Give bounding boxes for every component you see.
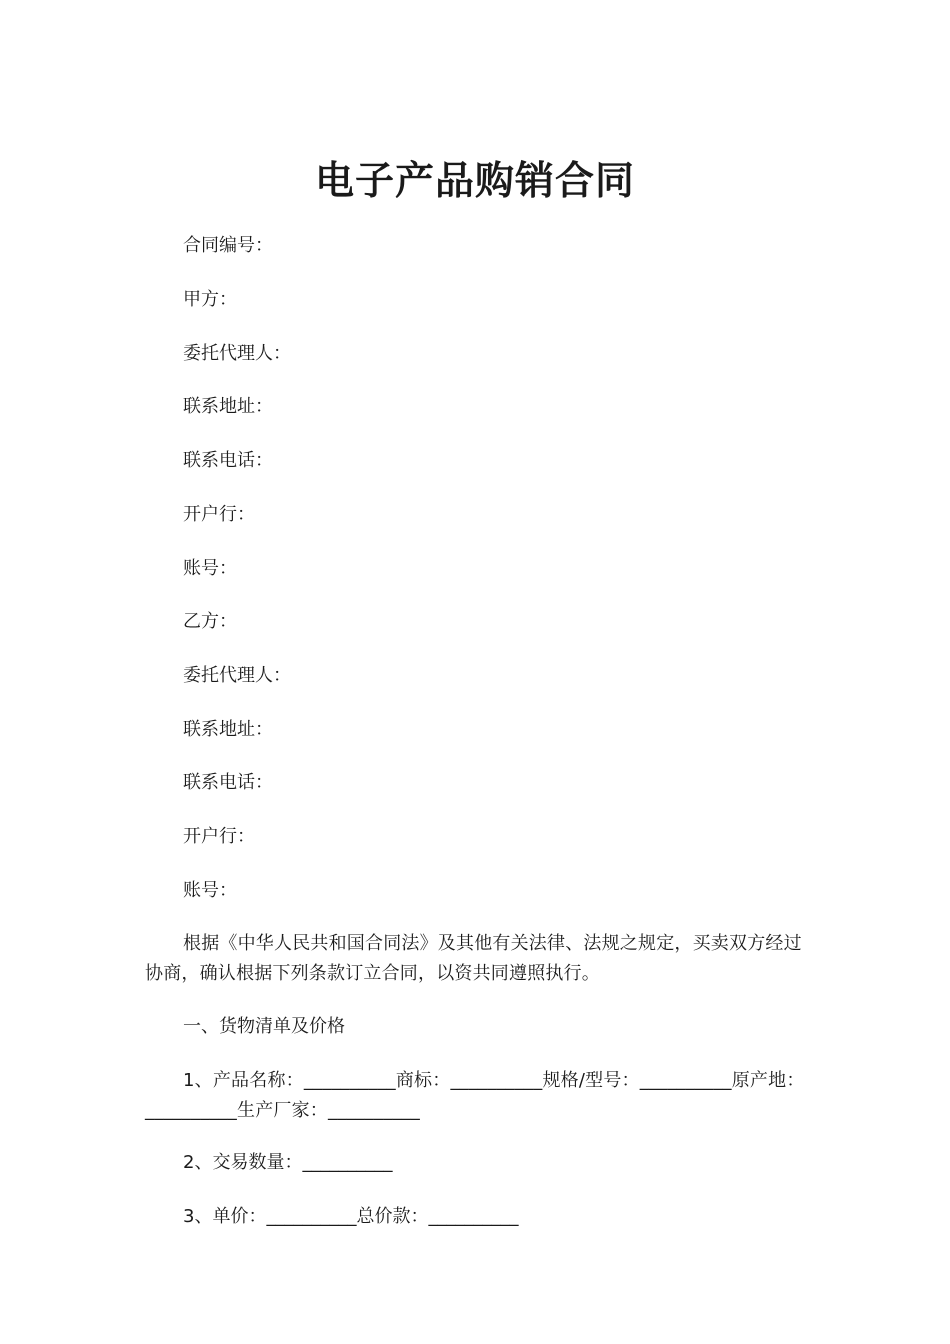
field-party-b-account: 账号：: [183, 880, 237, 901]
clause-quantity: 2、交易数量：__________: [183, 1152, 393, 1173]
field-party-a: 甲方：: [183, 289, 237, 310]
field-party-b: 乙方：: [183, 611, 237, 632]
field-party-a-account: 账号：: [183, 558, 237, 579]
field-party-a-agent: 委托代理人：: [183, 343, 291, 364]
clause-price: 3、单价：__________总价款：__________: [183, 1206, 519, 1227]
field-contract-number: 合同编号：: [183, 235, 273, 256]
intro-paragraph: 根据《中华人民共和国合同法》及其他有关法律、法规之规定，买卖双方经过协商，确认根据下列条款订立合同，以资共同遵照执行。: [145, 933, 802, 984]
clause-product-details: 1、产品名称：__________商标：__________规格/型号：__________原产地：__________生产厂家：__________: [145, 1070, 805, 1121]
field-party-b-address: 联系地址：: [183, 719, 273, 740]
field-party-b-bank: 开户行：: [183, 826, 255, 847]
section-heading: 一、货物清单及价格: [183, 1016, 345, 1037]
document-title: 电子产品购销合同: [314, 159, 635, 204]
field-party-b-phone: 联系电话：: [183, 772, 273, 793]
field-party-a-bank: 开户行：: [183, 504, 255, 525]
field-party-a-address: 联系地址：: [183, 396, 273, 417]
field-party-b-agent: 委托代理人：: [183, 665, 291, 686]
field-party-a-phone: 联系电话：: [183, 450, 273, 471]
